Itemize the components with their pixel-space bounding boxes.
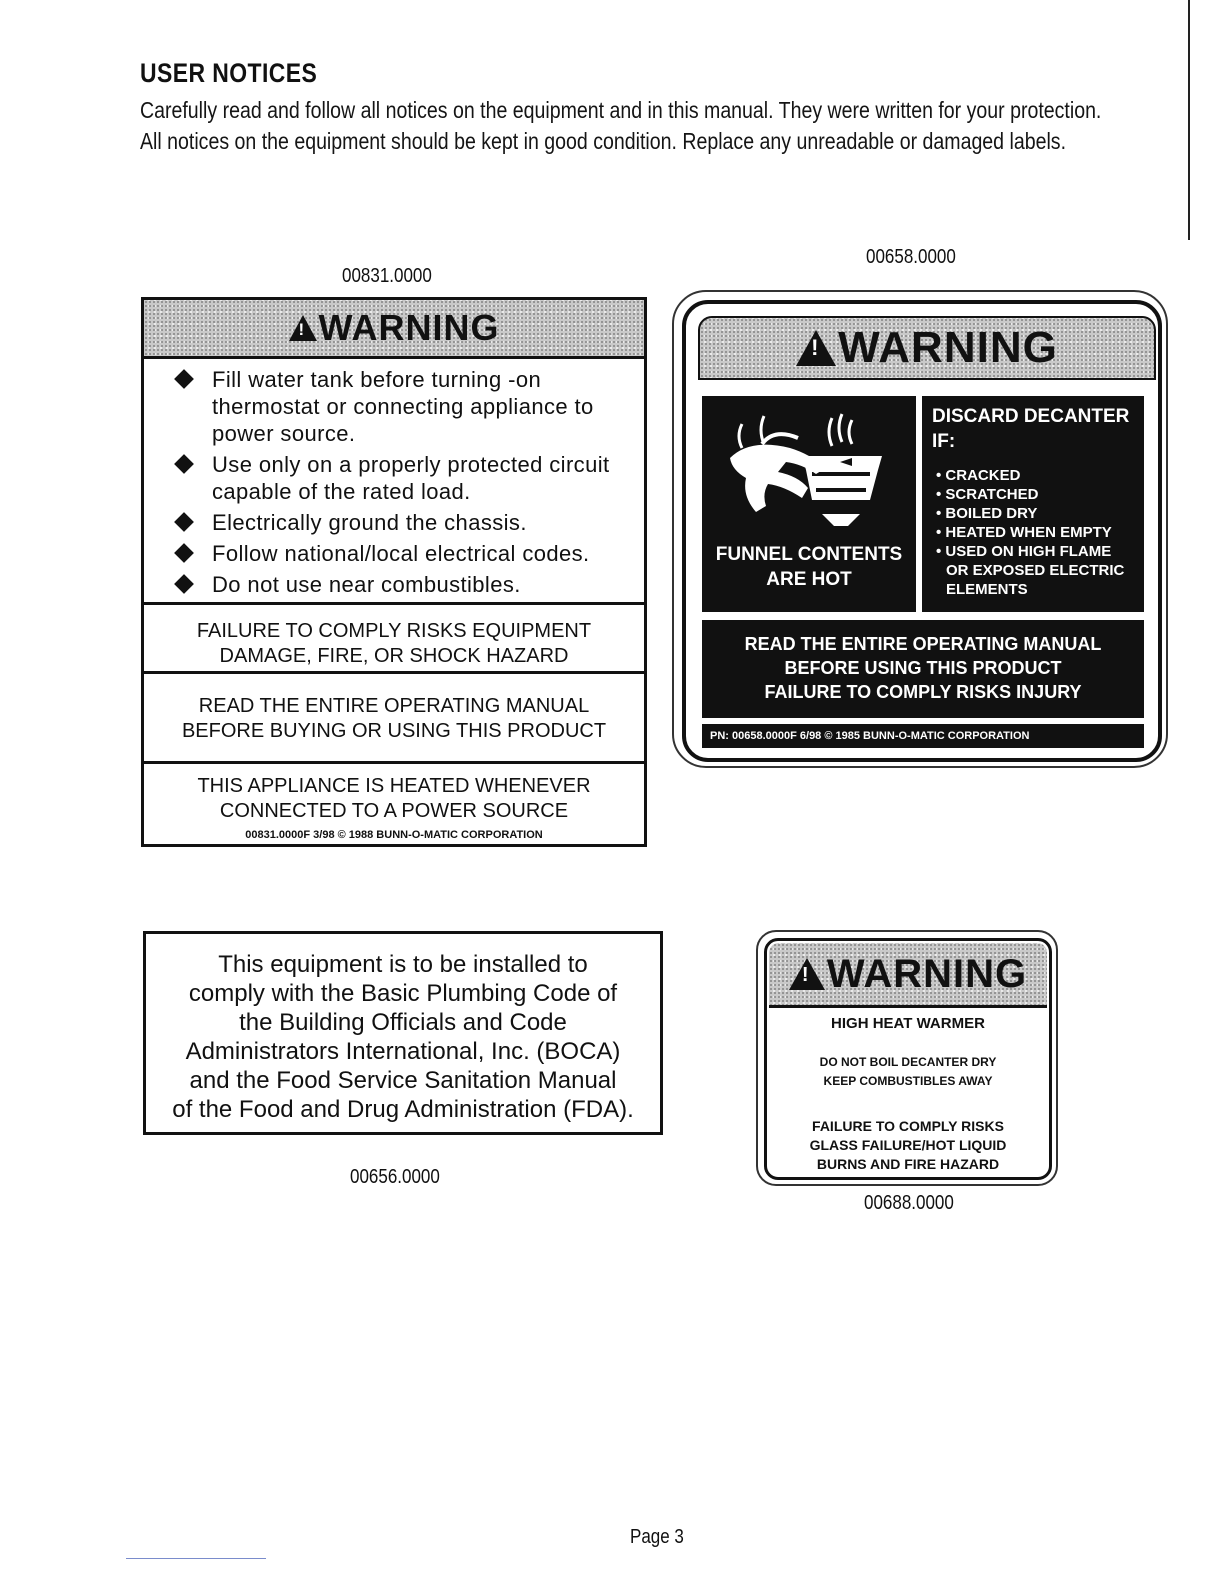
list-item: • BOILED DRY <box>936 505 1038 522</box>
label2-header <box>698 316 1156 380</box>
intro-line-2: All notices on the equipment should be kept in good condition. Replace any unreadable or damaged labels. <box>140 128 1067 154</box>
diamond-bullet-icon <box>174 543 194 563</box>
hot-funnel-hand-icon <box>702 396 916 536</box>
warning-triangle-icon <box>289 315 317 341</box>
label4-heading: WARNING <box>826 951 1028 996</box>
label1-section-heated: THIS APPLIANCE IS HEATED WHENEVER CONNECTED TO A POWER SOURCE 00831.0000F 3/98 © 1988 BUNN-O-MATIC CORPORATION <box>144 761 644 841</box>
label4-code: 00688.0000 <box>864 1192 954 1214</box>
list-item: ELEMENTS <box>946 581 1028 598</box>
discard-decanter-panel <box>922 396 1144 612</box>
read-manual-panel: READ THE ENTIRE OPERATING MANUAL BEFORE USING THIS PRODUCT FAILURE TO COMPLY RISKS INJURY <box>702 620 1144 718</box>
list-item: • USED ON HIGH FLAME <box>936 543 1112 560</box>
label4-title: HIGH HEAT WARMER <box>831 1015 985 1032</box>
label2-heading: WARNING <box>838 323 1058 372</box>
label1-header <box>144 300 644 359</box>
label1-footer: 00831.0000F 3/98 © 1988 BUNN-O-MATIC CORPORATION <box>245 829 543 841</box>
list-item: Electrically ground the chassis. <box>174 509 634 536</box>
list-item: Use only on a properly protected circuit capable of the rated load. <box>174 451 634 505</box>
list-item: Follow national/local electrical codes. <box>174 540 634 567</box>
list-item: • SCRATCHED <box>936 486 1039 503</box>
diamond-bullet-icon <box>174 574 194 594</box>
diamond-bullet-icon <box>174 369 194 389</box>
warning-label-00831 <box>141 297 647 847</box>
plumbing-code-label: This equipment is to be installed to comply with the Basic Plumbing Code of the Building Officials and Code Administrators International, Inc. (BOCA) and the Food Service Sanitation Manual of the Food and Drug Administration (FDA). <box>143 931 663 1135</box>
label1-heading: WARNING <box>318 307 500 348</box>
warning-triangle-icon <box>796 330 836 366</box>
label4-header <box>769 943 1047 1008</box>
label1-section-comply: FAILURE TO COMPLY RISKS EQUIPMENT DAMAGE, FIRE, OR SHOCK HAZARD <box>144 602 644 666</box>
list-item: • CRACKED <box>936 467 1021 484</box>
label1-code: 00831.0000 <box>342 265 432 287</box>
list-item: Do not use near combustibles. <box>174 571 634 598</box>
label2-part-number: PN: 00658.0000F 6/98 © 1985 BUNN-O-MATIC CORPORATION <box>702 724 1144 748</box>
page-title: USER NOTICES <box>140 58 318 88</box>
hot-caption: FUNNEL CONTENTS ARE HOT <box>715 544 903 590</box>
list-item: OR EXPOSED ELECTRIC <box>946 562 1125 579</box>
hot-funnel-panel <box>702 396 916 612</box>
page-edge-line <box>1188 0 1190 240</box>
footer-rule <box>126 1558 266 1559</box>
intro-paragraph <box>140 95 1160 157</box>
warning-triangle-icon <box>789 958 825 990</box>
label4-failure: FAILURE TO COMPLY RISKS GLASS FAILURE/HOT LIQUID BURNS AND FIRE HAZARD <box>809 1118 1007 1172</box>
warning-label-00688 <box>756 930 1058 1186</box>
discard-list <box>936 466 1124 599</box>
label3-code: 00656.0000 <box>350 1166 440 1188</box>
diamond-bullet-icon <box>174 454 194 474</box>
page-number: Page 3 <box>630 1526 684 1548</box>
list-item: • HEATED WHEN EMPTY <box>936 524 1112 541</box>
list-item: Fill water tank before turning -on thermostat or connecting appliance to power source. <box>174 366 634 447</box>
label1-section-manual: READ THE ENTIRE OPERATING MANUAL BEFORE BUYING OR USING THIS PRODUCT <box>144 671 644 757</box>
discard-title: DISCARD DECANTER IF: <box>932 406 1130 452</box>
intro-line-1: Carefully read and follow all notices on the equipment and in this manual. They were written for your protection. <box>140 97 1102 123</box>
label1-bullets <box>174 366 634 602</box>
label2-code: 00658.0000 <box>866 246 956 268</box>
warning-label-00658 <box>672 290 1168 768</box>
diamond-bullet-icon <box>174 512 194 532</box>
label4-instructions: DO NOT BOIL DECANTER DRY KEEP COMBUSTIBLES AWAY <box>819 1055 997 1088</box>
